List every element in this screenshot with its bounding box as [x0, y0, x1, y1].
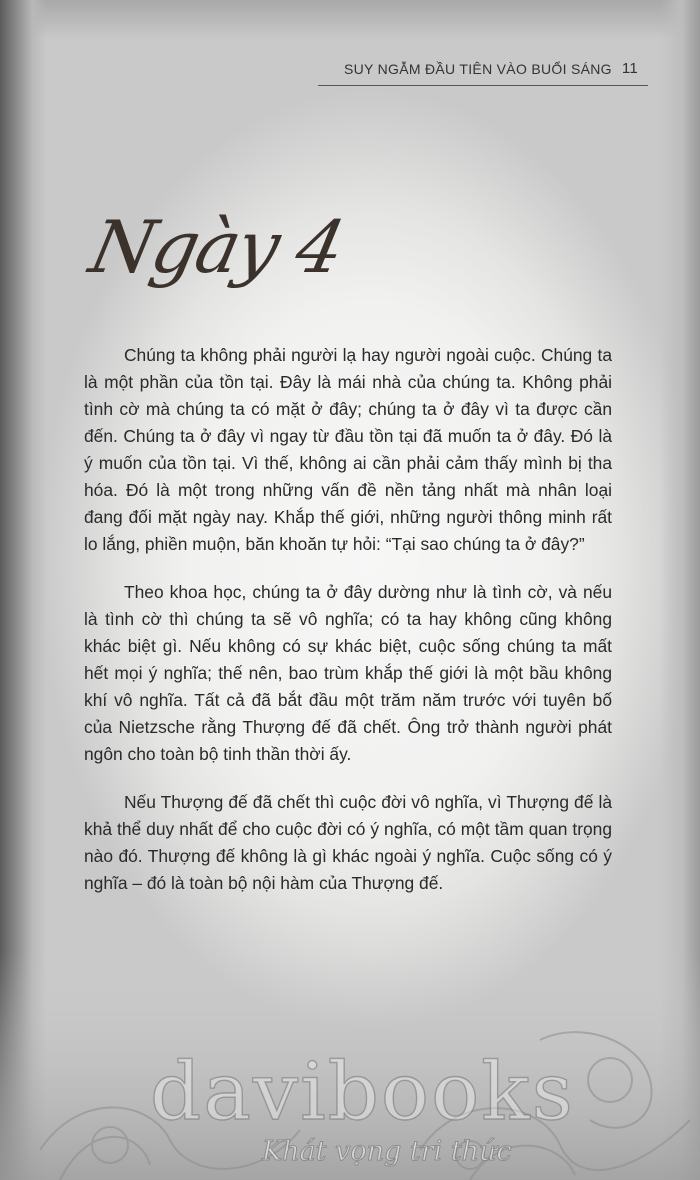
running-header [344, 60, 638, 77]
paragraph: Theo khoa học, chúng ta ở đây dường như là tình cờ, và nếu là tình cờ thì chúng ta sẽ vô nghĩa; có ta hay không cũng không khác biệt gì. Nếu không có sự khác biệt, cuộc sống chúng ta mất hết mọi ý nghĩa; thế nên, bao trùm khắp thế giới là một bầu không khí vô nghĩa. Tất cả đã bắt đầu một trăm năm trước với tuyên bố của Nietzsche rằng Thượng đế đã chết. Ông trở thành người phát ngôn cho toàn bộ tinh thần thời ấy. [84, 582, 612, 764]
paragraph: Nếu Thượng đế đã chết thì cuộc đời vô nghĩa, vì Thượng đế là khả thể duy nhất để cho cuộc đời có ý nghĩa, có một tầm quan trọng nào đó. Thượng đế không là gì khác ngoài ý nghĩa. Cuộc sống có ý nghĩa – đó là toàn bộ nội hàm của Thượng đế. [84, 792, 612, 893]
page-top-shadow [0, 0, 700, 40]
running-title: SUY NGẪM ĐẦU TIÊN VÀO BUỔI SÁNG [343, 60, 612, 77]
header-rule [318, 85, 648, 86]
watermark-logo: davibooks [150, 1045, 575, 1138]
body-text [84, 342, 612, 918]
chapter-title: Ngày 4 [83, 205, 351, 289]
paragraph: Chúng ta không phải người lạ hay người ngoài cuộc. Chúng ta là một phần của tồn tại. Đây là mái nhà của chúng ta. Không phải tình cờ mà chúng ta có mặt ở đây; chúng ta ở đây vì ta được cần đến. Chúng ta ở đây vì ngay từ đầu tồn tại đã muốn ta ở đây. Đó là ý muốn của tồn tại. Vì thế, không ai cần phải cảm thấy mình bị tha hóa. Đó là một trong những vấn đề nền tảng nhất mà nhân loại đang đối mặt ngày nay. Khắp thế giới, những người thông minh rất lo lắng, phiền muộn, băn khoăn tự hỏi: “Tại sao chúng ta ở đây?” [84, 345, 612, 554]
watermark-tagline: Khát vọng tri thức [262, 1136, 512, 1167]
page-number: 11 [621, 60, 638, 77]
